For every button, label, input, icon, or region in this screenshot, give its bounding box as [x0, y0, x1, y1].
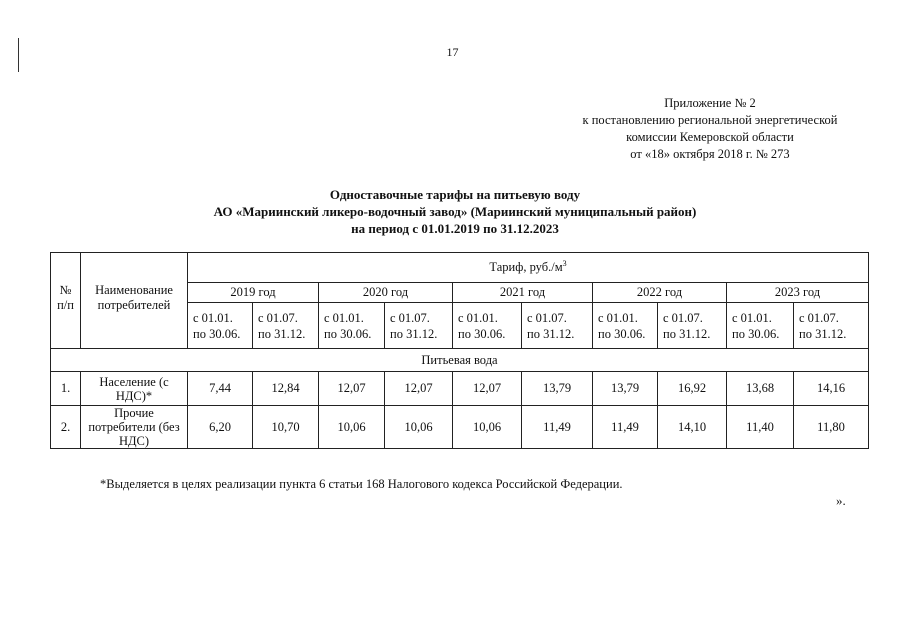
header-period: с 01.01. по 30.06.: [188, 303, 253, 349]
header-period: с 01.01. по 30.06.: [593, 303, 658, 349]
tariff-value: 14,10: [658, 406, 727, 449]
tariff-value: 12,07: [385, 372, 453, 406]
header-year: 2023 год: [727, 283, 869, 303]
header-year: 2020 год: [319, 283, 453, 303]
row-num: 1.: [51, 372, 81, 406]
title-line: АО «Мариинский ликеро-водочный завод» (Мариинский муниципальный район): [213, 204, 697, 219]
header-tariff-unit-power: 3: [562, 259, 567, 269]
appendix-line: комиссии Кемеровской области: [626, 130, 794, 144]
header-period: с 01.01. по 30.06.: [319, 303, 385, 349]
header-period: с 01.01. по 30.06.: [453, 303, 522, 349]
header-tariff: [188, 253, 869, 283]
table-row: [51, 372, 869, 406]
tariff-value: 6,20: [188, 406, 253, 449]
tariff-value: 14,16: [794, 372, 869, 406]
header-period: с 01.07. по 31.12.: [522, 303, 593, 349]
tariff-value: 10,06: [385, 406, 453, 449]
header-period: с 01.07. по 31.12.: [253, 303, 319, 349]
header-period: с 01.07. по 31.12.: [385, 303, 453, 349]
title-line: Одноставочные тарифы на питьевую воду: [329, 187, 581, 202]
tariff-value: 7,44: [188, 372, 253, 406]
header-year: 2019 год: [188, 283, 319, 303]
tariff-value: 10,70: [253, 406, 319, 449]
tariff-value: 10,06: [453, 406, 522, 449]
tariff-value: 13,79: [593, 372, 658, 406]
tariff-table: [50, 252, 869, 449]
row-num: 2.: [51, 406, 81, 449]
appendix-line: Приложение № 2: [664, 96, 756, 110]
tariff-value: 10,06: [319, 406, 385, 449]
tariff-value: 11,49: [522, 406, 593, 449]
header-tariff-label: Тариф, руб./м: [489, 260, 563, 275]
tariff-value: 11,80: [794, 406, 869, 449]
appendix-line: от «18» октября 2018 г. № 273: [630, 147, 790, 161]
tariff-value: 16,92: [658, 372, 727, 406]
tariff-value: 13,79: [522, 372, 593, 406]
row-consumer-name: Прочие потребители (без НДС): [81, 406, 188, 449]
tariff-value: 11,49: [593, 406, 658, 449]
header-num: № п/п: [51, 253, 81, 349]
header-period: с 01.07. по 31.12.: [658, 303, 727, 349]
appendix-block: [520, 95, 900, 163]
header-consumer-name: Наименование потребителей: [81, 253, 188, 349]
closing-quote: ».: [836, 493, 846, 508]
tariff-value: 12,07: [319, 372, 385, 406]
header-period: с 01.07. по 31.12.: [794, 303, 869, 349]
header-period: с 01.01. по 30.06.: [727, 303, 794, 349]
title-line: на период с 01.01.2019 по 31.12.2023: [351, 221, 559, 236]
page-number: 17: [446, 45, 459, 59]
tariff-value: 12,84: [253, 372, 319, 406]
tariff-value: 13,68: [727, 372, 794, 406]
tariff-value: 11,40: [727, 406, 794, 449]
tariff-value: 12,07: [453, 372, 522, 406]
document-title: [120, 186, 790, 237]
footnote: *Выделяется в целях реализации пункта 6 статьи 168 Налогового кодекса Российской Федерации.: [100, 477, 623, 491]
section-label: Питьевая вода: [51, 349, 869, 372]
appendix-line: к постановлению региональной энергетической: [582, 113, 838, 127]
header-year: 2022 год: [593, 283, 727, 303]
row-consumer-name: Население (с НДС)*: [81, 372, 188, 406]
table-row: [51, 406, 869, 449]
header-year: 2021 год: [453, 283, 593, 303]
